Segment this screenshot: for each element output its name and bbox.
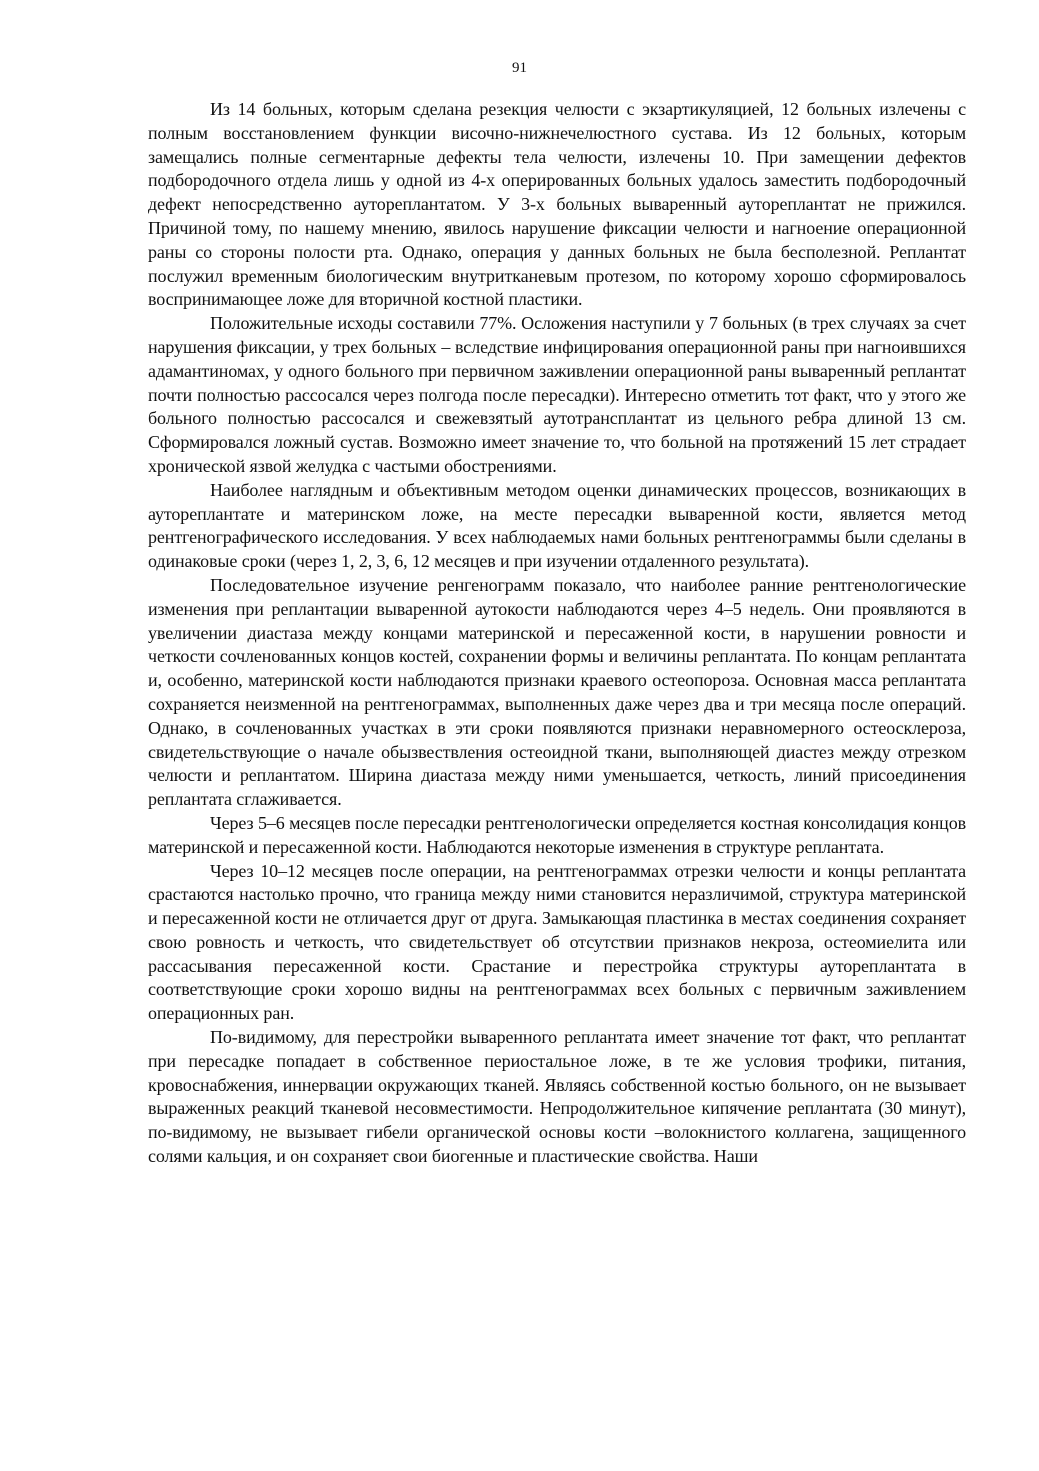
- paragraph-radiography-method: Наиболее наглядным и объективным методом оценки динамических процессов, возникающих в аутореплантате и материнском ложе, на месте пересадки вываренной кости, является метод рентгенографического исследования. У всех наблюдаемых нами больных рентгенограммы были сделаны в одинаковые сроки (через 1, 2, 3, 6, 12 месяцев и при изучении отдаленного результата).: [148, 479, 966, 572]
- page-number: 91: [512, 60, 527, 76]
- body-text: [148, 98, 966, 1169]
- paragraph-long-term-results: Через 10–12 месяцев после операции, на рентгенограммах отрезки челюсти и концы реплантата срастаются настолько прочно, что граница между ними становится неразличимой, структура материнской и пересаженной кости не отличается друг от друга. Замыкающая пластинка в местах соединения сохраняет свою ровность и четкость, что свидетельствует об отсутствии признаков некроза, остеомиелита или рассасывания пересаженной кости. Срастание и перестройка структуры аутореплантата в соответствующие сроки хорошо видны на рентгенограммах всех больных с первичным заживлением операционных ран.: [148, 860, 966, 1024]
- paragraph-early-changes: Последовательное изучение ренгенограмм показало, что наиболее ранние рентгенологические изменения при реплантации вываренной аутокости наблюдаются через 4–5 недель. Они проявляются в увеличении диастаза между концами материнской и пересаженной кости, в нарушении ровности и четкости сочленованных концов костей, сохранении формы и величины реплантата. По концам реплантата и, особенно, материнской кости наблюдаются признаки краевого остеопороза. Основная масса реплантата сохраняется неизменной на рентгенограммах, выполненных даже через два и три месяца после операций. Однако, в сочленованных участках в эти сроки появляются признаки неравномерного остеосклероза, свидетельствующие о начале обызвествления остеоидной ткани, выполняющей диастез между отрезком челюсти и реплантатом. Ширина диастаза между ними уменьшается, четкость, линий присоединения реплантата сглаживается.: [148, 574, 966, 810]
- paragraph-resection-outcomes: Из 14 больных, которым сделана резекция челюсти с экзартикуляцией, 12 больных излечены с полным восстановлением функции височно-нижнечелюстного сустава. Из 12 больных, которым замещались полные сегментарные дефекты тела челюсти, излечены 10. При замещении дефектов подбородочного отдела лишь у одной из 4-х оперированных больных удалось заместить подбородочный дефект непосредственно аутореплантатом. У 3-х больных вываренный аутореплантат не прижился. Причиной тому, по нашему мнению, явилось нарушение фиксации челюсти и нагноение операционной раны со стороны полости рта. Однако, операция у данных больных не была бесполезной. Реплантат послужил временным биологическим внутритканевым протезом, по которому хорошо сформировалось воспринимающее ложе для вторичной костной пластики.: [148, 99, 966, 310]
- paragraph-complications: Положительные исходы составили 77%. Осложения наступили у 7 больных (в трех случаях за счет нарушения фиксации, у трех больных – вследствие инфицирования операционной раны при нагноившихся адамантиномах, у одного больного при первичном заживлении операционной раны вываренный реплантат почти полностью рассосался через полгода после пересадки). Интересно отметить тот факт, что у этого же больного полностью рассосался и свежевзятый аутотрансплантат из цельного ребра длиной 13 см. Сформировался ложный сустав. Возможно имеет значение то, что больной на протяжений 15 лет страдает хронической язвой желудка с частыми обострениями.: [148, 313, 966, 476]
- paragraph-consolidation: Через 5–6 месяцев после пересадки рентгенологически определяется костная консолидация концов материнской и пересаженной кости. Наблюдаются некоторые изменения в структуре реплантата.: [148, 812, 966, 857]
- paragraph-remodeling-factors: По-видимому, для перестройки вываренного реплантата имеет значение тот факт, что реплантат при пересадке попадает в собственное периостальное ложе, в те же условия трофики, питания, кровоснабжения, иннервации окружающих тканей. Являясь собственной костью больного, он не вызывает выраженных реакций тканевой несовместимости. Непродолжительное кипячение реплантата (30 минут), по-видимому, не вызывает гибели органической основы кости –волокнистого коллагена, защищенного солями кальция, и он сохраняет свои биогенные и пластические свойства. Наши: [148, 1027, 966, 1167]
